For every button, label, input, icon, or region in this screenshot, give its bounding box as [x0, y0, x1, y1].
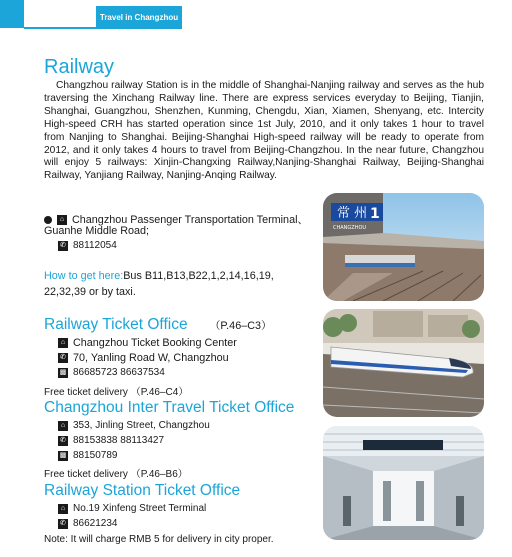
ticket-office-fax-line	[58, 367, 165, 378]
inter-travel-phone: 88153838 88113427	[73, 435, 165, 446]
phone-icon: ✆	[58, 241, 68, 251]
terminal-road-line	[44, 225, 149, 237]
station-hall-photo	[323, 426, 484, 540]
ticket-office-address-line	[58, 352, 229, 364]
inter-travel-fax-line	[58, 450, 118, 461]
home-icon: ⌂	[58, 338, 68, 348]
inter-travel-delivery-line	[44, 465, 188, 480]
station-platform-photo	[323, 193, 484, 301]
inter-travel-address: 353, Jinling Street, Changzhou	[73, 420, 210, 431]
inter-travel-title: Changzhou Inter Travel Ticket Office	[44, 399, 295, 416]
howto-line	[44, 270, 274, 282]
inter-travel-phone-line	[58, 435, 164, 446]
sign-number: 1	[370, 206, 380, 222]
header-label: Travel in Changzhou	[96, 6, 182, 28]
station-office-address-line	[58, 503, 206, 514]
howto-bus: Bus B11,B13,B22,1,2,14,16,19,	[123, 270, 274, 282]
station-office-note: Note: It will charge RMB 5 for delivery in city proper.	[44, 534, 274, 545]
header-tag	[0, 0, 182, 28]
inter-travel-address-line	[58, 420, 210, 431]
station-office-address: No.19 Xinfeng Street Terminal	[73, 503, 207, 514]
sign-chinese: 常 州	[337, 206, 368, 221]
ticket-office-page-ref: （P.46–C3）	[209, 320, 272, 332]
ticket-office-address: 70, Yanling Road W, Changzhou	[73, 352, 229, 364]
phone-icon: ✆	[58, 353, 68, 363]
home-icon: ⌂	[57, 215, 67, 225]
ticket-office-delivery: Free ticket delivery （P.46–C4）	[44, 387, 189, 398]
ticket-office-title	[44, 316, 272, 334]
fax-icon: ▩	[59, 368, 67, 376]
station-office-title: Railway Station Ticket Office	[44, 482, 241, 499]
home-icon: ⌂	[58, 504, 68, 514]
ticket-office-name-line	[58, 337, 237, 349]
inter-travel-fax: 88150789	[73, 450, 118, 461]
ticket-office-name: Changzhou Ticket Booking Center	[73, 337, 237, 349]
howto-line2	[44, 286, 136, 298]
howto-label: How to get here:	[44, 270, 124, 282]
station-office-note-line	[44, 534, 274, 545]
fax-icon: ▩	[59, 451, 67, 459]
station-office-phone-line	[58, 518, 118, 529]
phone-icon: ✆	[58, 519, 68, 529]
station-office-phone: 86621234	[73, 518, 118, 529]
ticket-office-title-text: Railway Ticket Office	[44, 316, 188, 333]
bullet-icon	[44, 216, 52, 224]
ticket-office-delivery-line	[44, 383, 188, 398]
sign-english: CHANGZHOU	[333, 225, 367, 231]
howto-taxi: 22,32,39 or by taxi.	[44, 286, 136, 298]
intro-paragraph: Changzhou railway Station is in the middle of Shanghai-Nanjing railway and serves as the hub traversing the Xinchang Railway line. There are express services everyday to Beijing, Tianjin, Shanghai, Guangzhou, Shenzhen, Kunming, Chengdu, Xian, Xiamen, Shenyang, etc. Intercity High-speed CRH has started operation since 1st July, 2010, and it only takes 1 hour to travel from Nanjing to Shanghai. Beijing-Shanghai High-speed railway will be ready to operate from 2012, and it only takes 4 hours to travel from Beijing-Changzhou. In the near future, Changzhou will enjoy 5 railways: Xinjin-Changxing Railway,Nanjing-Shanghai Railway, Beijing-Shanghai Railway, Yanjiang Railway, Nanjing-Anqing Railway.	[44, 80, 484, 182]
phone-icon: ✆	[58, 436, 68, 446]
home-icon: ⌂	[58, 421, 68, 431]
ticket-office-fax: 86685723 86637534	[73, 367, 165, 378]
header-square	[0, 0, 24, 28]
terminal-phone: 88112054	[73, 240, 117, 251]
terminal-road: Guanhe Middle Road;	[44, 225, 150, 237]
terminal-name: Changzhou Passenger Transportation Terminal、	[72, 214, 309, 226]
inter-travel-delivery: Free ticket delivery （P.46–B6）	[44, 469, 188, 480]
page-title: Railway	[44, 56, 115, 78]
crh-train-photo	[323, 309, 484, 417]
terminal-phone-line	[58, 240, 117, 251]
